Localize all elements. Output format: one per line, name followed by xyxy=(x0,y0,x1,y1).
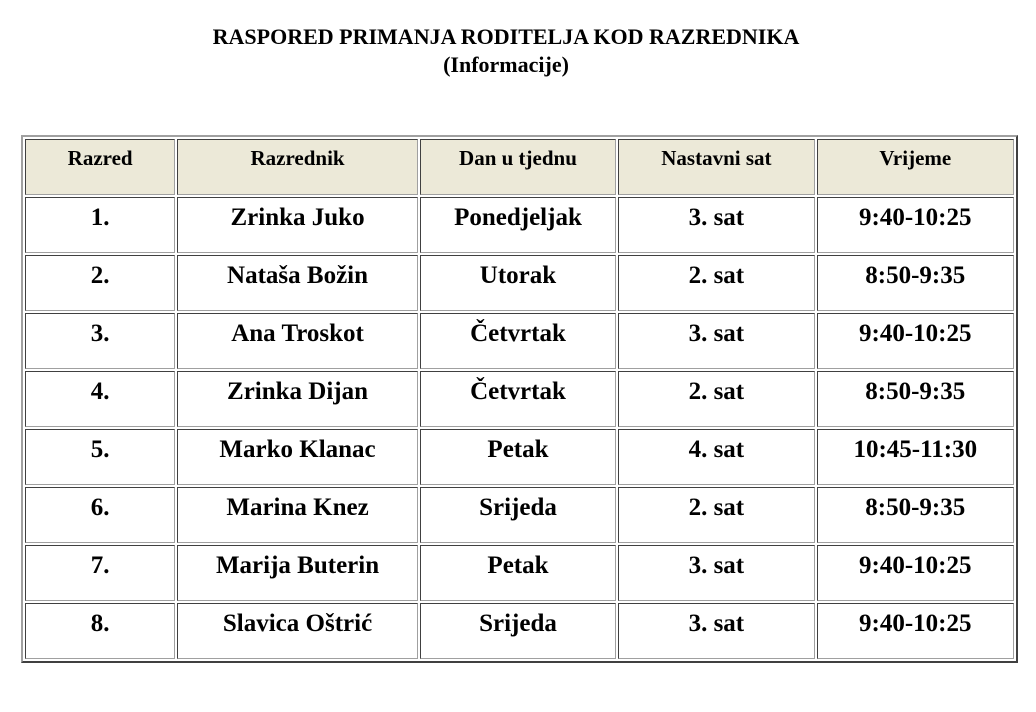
cell-vrijeme: 9:40-10:25 xyxy=(817,197,1014,253)
cell-razred: 2. xyxy=(25,255,175,311)
table-row xyxy=(25,313,1014,369)
cell-razrednik: Zrinka Juko xyxy=(177,197,417,253)
schedule-table xyxy=(21,135,1018,663)
cell-sat: 3. sat xyxy=(618,197,814,253)
cell-vrijeme: 10:45-11:30 xyxy=(817,429,1014,485)
cell-razred: 3. xyxy=(25,313,175,369)
cell-dan: Četvrtak xyxy=(420,313,616,369)
cell-dan: Srijeda xyxy=(420,603,616,659)
cell-sat: 4. sat xyxy=(618,429,814,485)
cell-vrijeme: 8:50-9:35 xyxy=(817,371,1014,427)
cell-dan: Petak xyxy=(420,545,616,601)
cell-razred: 1. xyxy=(25,197,175,253)
table-row xyxy=(25,545,1014,601)
cell-razred: 7. xyxy=(25,545,175,601)
cell-dan: Utorak xyxy=(420,255,616,311)
header-razred: Razred xyxy=(25,139,175,195)
table-row xyxy=(25,603,1014,659)
cell-razred: 6. xyxy=(25,487,175,543)
table-row xyxy=(25,197,1014,253)
table-row xyxy=(25,255,1014,311)
cell-vrijeme: 8:50-9:35 xyxy=(817,255,1014,311)
cell-razrednik: Ana Troskot xyxy=(177,313,417,369)
cell-dan: Ponedjeljak xyxy=(420,197,616,253)
cell-dan: Srijeda xyxy=(420,487,616,543)
cell-vrijeme: 9:40-10:25 xyxy=(817,545,1014,601)
header-dan-u-tjednu: Dan u tjednu xyxy=(420,139,616,195)
cell-razred: 8. xyxy=(25,603,175,659)
cell-vrijeme: 9:40-10:25 xyxy=(817,313,1014,369)
cell-razred: 4. xyxy=(25,371,175,427)
cell-vrijeme: 8:50-9:35 xyxy=(817,487,1014,543)
table-row xyxy=(25,487,1014,543)
header-vrijeme: Vrijeme xyxy=(817,139,1014,195)
page-title: RASPORED PRIMANJA RODITELJA KOD RAZREDNIKA xyxy=(212,24,800,49)
cell-dan: Petak xyxy=(420,429,616,485)
cell-sat: 2. sat xyxy=(618,487,814,543)
cell-dan: Četvrtak xyxy=(420,371,616,427)
cell-razred: 5. xyxy=(25,429,175,485)
cell-razrednik: Zrinka Dijan xyxy=(177,371,417,427)
cell-sat: 2. sat xyxy=(618,371,814,427)
cell-razrednik: Marko Klanac xyxy=(177,429,417,485)
table-row xyxy=(25,371,1014,427)
table-row xyxy=(25,429,1014,485)
cell-razrednik: Nataša Božin xyxy=(177,255,417,311)
cell-razrednik: Slavica Oštrić xyxy=(177,603,417,659)
cell-sat: 2. sat xyxy=(618,255,814,311)
cell-sat: 3. sat xyxy=(618,603,814,659)
header-razrednik: Razrednik xyxy=(177,139,417,195)
header-nastavni-sat: Nastavni sat xyxy=(618,139,814,195)
cell-razrednik: Marija Buterin xyxy=(177,545,417,601)
cell-vrijeme: 9:40-10:25 xyxy=(817,603,1014,659)
cell-razrednik: Marina Knez xyxy=(177,487,417,543)
cell-sat: 3. sat xyxy=(618,313,814,369)
page-subtitle: (Informacije) xyxy=(443,52,569,77)
cell-sat: 3. sat xyxy=(618,545,814,601)
header-row xyxy=(25,139,1014,195)
